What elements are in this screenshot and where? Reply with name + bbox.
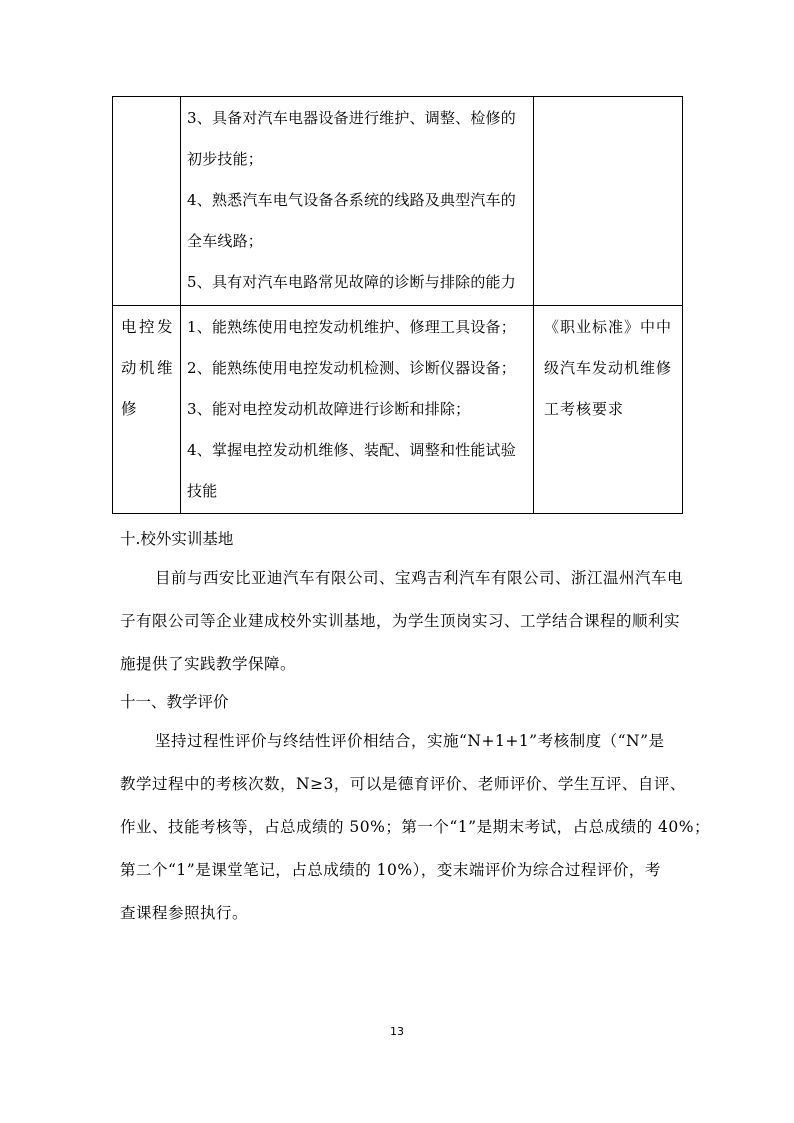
paragraph-line: 子有限公司等企业建成校外实训基地，为学生顶岗实习、工学结合课程的顺利实 [120,612,681,630]
course-name-line: 修 [121,400,140,418]
section-heading-training-base: 十.校外实训基地 [120,530,234,548]
reference-cell [534,97,683,306]
objective-line: 3、具备对汽车电器设备进行维护、调整、检修的 [187,109,516,127]
curriculum-table [112,96,683,514]
paragraph-line: 作业、技能考核等，占总成绩的 50%；第一个“1”是期末考试，占总成绩的 40%； [120,818,710,836]
paragraph-line: 第二个“1”是课堂笔记，占总成绩的 10%），变末端评价为综合过程评价，考 [120,861,661,879]
reference-cell [534,306,683,514]
objective-line: 1、能熟练使用电控发动机维护、修理工具设备； [187,318,516,336]
paragraph-training-base [120,568,684,697]
objective-line: 3、能对电控发动机故障进行诊断和排除； [187,400,471,418]
table-row [113,306,683,514]
paragraph-line: 施提供了实践教学保障。 [120,655,297,673]
page-number: 13 [390,1025,404,1038]
reference-line: 工考核要求 [544,400,625,418]
objective-line: 4、熟悉汽车电气设备各系统的线路及典型汽车的 [187,191,516,209]
objective-line: 初步技能； [187,150,264,168]
objectives-cell [181,97,534,306]
paragraph-line: 查课程参照执行。 [120,904,249,922]
paragraph-line: 目前与西安比亚迪汽车有限公司、宝鸡吉利汽车有限公司、浙江温州汽车电 [155,569,684,587]
course-name-cell [113,97,181,306]
course-name-cell [113,306,181,514]
reference-line: 《职业标准》中中 [544,318,673,336]
objective-line: 5、具有对汽车电路常见故障的诊断与排除的能力 [187,273,516,291]
course-name-line: 动机维 [121,359,176,377]
section-heading-evaluation: 十一、教学评价 [120,693,229,711]
table-row [113,97,683,306]
paragraph-line: 坚持过程性评价与终结性评价相结合，实施“N+1+1”考核制度（“N”是 [155,732,665,750]
objective-line: 技能 [187,482,218,500]
paragraph-evaluation [120,731,710,946]
objective-line: 2、能熟练使用电控发动机检测、诊断仪器设备； [187,359,516,377]
objective-line: 全车线路； [187,232,264,250]
objective-line: 4、掌握电控发动机维修、装配、调整和性能试验 [187,441,516,459]
paragraph-line: 教学过程中的考核次数，N≥3，可以是德育评价、老师评价、学生互评、自评、 [120,775,686,793]
course-name-line: 电控发 [121,318,176,336]
reference-line: 级汽车发动机维修 [544,359,673,377]
objectives-cell [181,306,534,514]
